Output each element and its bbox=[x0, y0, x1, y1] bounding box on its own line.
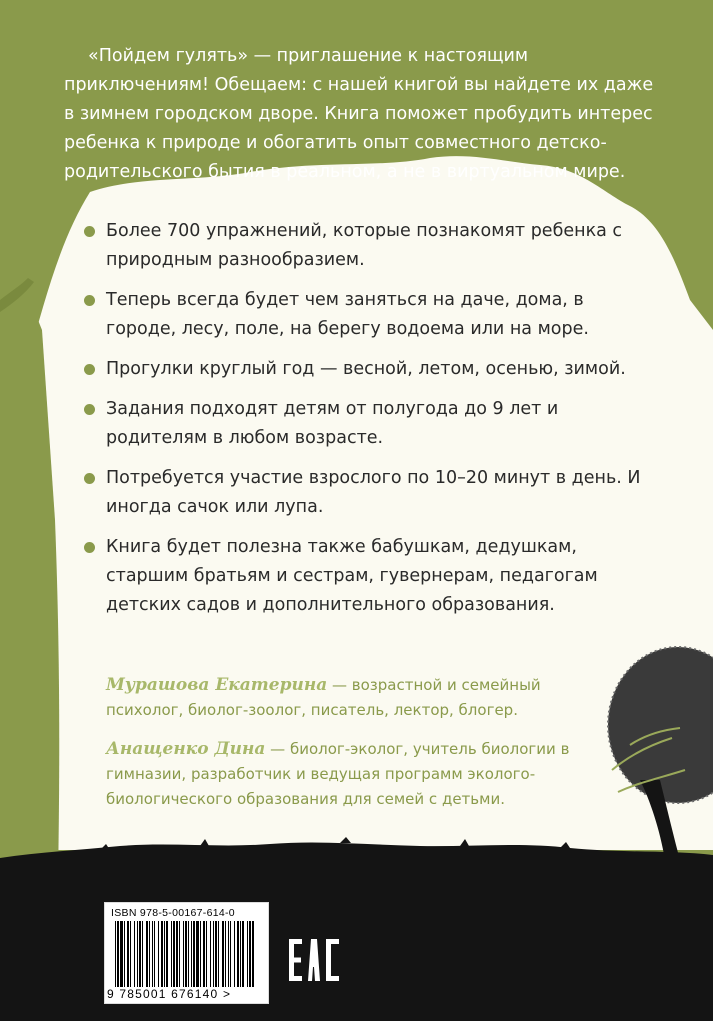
barcode-bar bbox=[247, 921, 248, 987]
barcode-bar bbox=[206, 921, 207, 987]
author-description: — возрастной и семейный психолог, биолог-зоолог, писатель, лектор, блогер. bbox=[106, 676, 541, 719]
barcode-bar bbox=[203, 921, 205, 987]
barcode-bar bbox=[171, 921, 172, 987]
eac-mark-icon bbox=[289, 939, 345, 981]
barcode-bar bbox=[242, 921, 244, 987]
list-item: Потребуется участие взрослого по 10–20 минут в день. И иногда сачок или лупа. bbox=[84, 464, 644, 522]
author-bio bbox=[106, 673, 606, 723]
barcode-number: 9 785001 676140 > bbox=[107, 987, 232, 1001]
barcode-bar bbox=[228, 921, 229, 987]
barcode-bar bbox=[213, 921, 214, 987]
barcode-bar bbox=[139, 921, 141, 987]
barcode-bar bbox=[222, 921, 224, 987]
barcode-bar bbox=[142, 921, 143, 987]
barcode-bar bbox=[249, 921, 251, 987]
barcode-bar bbox=[149, 921, 150, 987]
list-item: Задания подходят детям от полугода до 9 лет и родителям в любом возрасте. bbox=[84, 395, 644, 453]
barcode-bar bbox=[210, 921, 211, 987]
isbn-label: ISBN 978-5-00167-614-0 bbox=[111, 907, 235, 919]
bullet-dot-icon bbox=[84, 473, 95, 484]
list-item: Более 700 упражнений, которые познакомят ребенка с природным разнообразием. bbox=[84, 217, 644, 275]
barcode-bar bbox=[130, 921, 131, 987]
barcode-bar bbox=[196, 921, 199, 987]
bullet-dot-icon bbox=[84, 364, 95, 375]
barcode-bar bbox=[154, 921, 155, 987]
barcode-bar bbox=[191, 921, 192, 987]
intro-paragraph: «Пойдем гулять» — приглашение к настоящим приключениям! Обещаем: с нашей книгой вы найдете их даже в зимнем городском дворе. Книга поможет пробудить интерес ребенка к природе и обогатить опыт совместного детско-родительского бытия в реальном, а не в виртуальном мире. bbox=[64, 46, 654, 182]
barcode-bar bbox=[115, 921, 116, 987]
barcode-bar bbox=[176, 921, 178, 987]
authors-section bbox=[106, 673, 606, 826]
barcode-bar bbox=[237, 921, 239, 987]
list-item: Теперь всегда будет чем заняться на даче, дома, в городе, лесу, поле, на берегу водоема или на море. bbox=[84, 286, 644, 344]
barcode-bar bbox=[117, 921, 119, 987]
barcode-bar bbox=[137, 921, 138, 987]
barcode-bar bbox=[127, 921, 129, 987]
barcode-bar bbox=[164, 921, 165, 987]
barcode-bar bbox=[234, 921, 235, 987]
barcode-bar bbox=[134, 921, 135, 987]
barcode-bar bbox=[225, 921, 226, 987]
barcode-bar bbox=[188, 921, 189, 987]
bullet-dot-icon bbox=[84, 226, 95, 237]
barcode-bar bbox=[200, 921, 201, 987]
barcode-bar bbox=[240, 921, 241, 987]
author-bio bbox=[106, 737, 606, 812]
barcode-bar bbox=[158, 921, 159, 987]
barcode-bar bbox=[179, 921, 180, 987]
barcode-bar bbox=[230, 921, 231, 987]
bullet-dot-icon bbox=[84, 295, 95, 306]
barcode-bar bbox=[185, 921, 187, 987]
list-item: Книга будет полезна также бабушкам, дедушкам, старшим братьям и сестрам, гувернерам, педагогам детских садов и дополнительного образования. bbox=[84, 533, 644, 620]
barcode-bar bbox=[183, 921, 184, 987]
barcode bbox=[104, 902, 269, 1004]
barcode-bar bbox=[218, 921, 219, 987]
barcode-bar bbox=[152, 921, 153, 987]
author-name: Мурашова Екатерина bbox=[106, 675, 328, 695]
bullet-dot-icon bbox=[84, 404, 95, 415]
barcode-bar bbox=[124, 921, 125, 987]
list-item: Прогулки круглый год — весной, летом, осенью, зимой. bbox=[84, 355, 644, 384]
barcode-bar bbox=[146, 921, 148, 987]
barcode-bar bbox=[173, 921, 175, 987]
barcode-bar bbox=[215, 921, 217, 987]
barcode-bar bbox=[252, 921, 254, 987]
feature-list bbox=[84, 217, 644, 631]
author-description: — биолог-эколог, учитель биологии в гимназии, разработчик и ведущая программ эколого-биологического образования для семей с детьми. bbox=[106, 740, 570, 808]
barcode-bar bbox=[120, 921, 123, 987]
barcode-bar bbox=[161, 921, 163, 987]
barcode-bars bbox=[115, 921, 257, 987]
barcode-bar bbox=[166, 921, 168, 987]
bullet-dot-icon bbox=[84, 542, 95, 553]
barcode-bar bbox=[193, 921, 195, 987]
author-name: Анащенко Дина bbox=[106, 739, 266, 759]
